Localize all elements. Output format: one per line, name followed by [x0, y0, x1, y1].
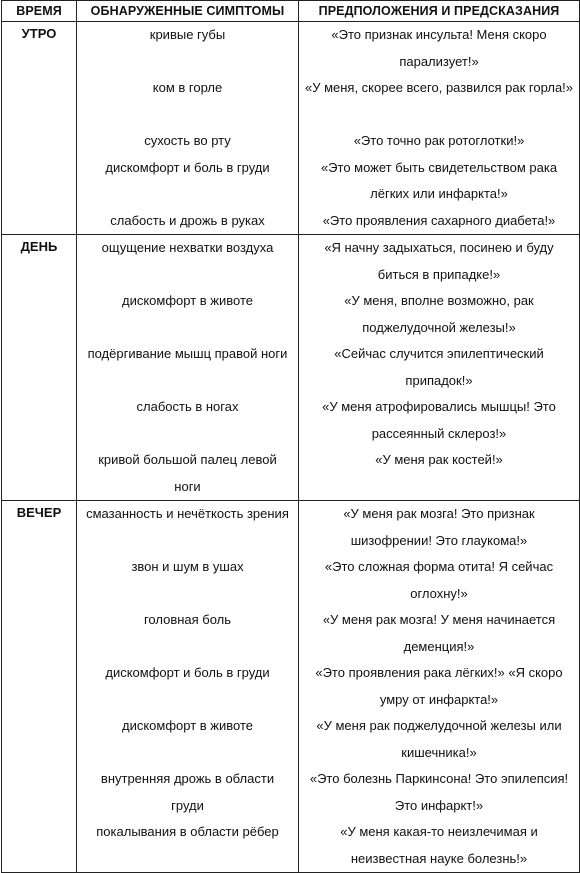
symptom-item	[77, 501, 298, 554]
period-cell-day	[2, 235, 77, 501]
prediction-item	[299, 208, 579, 235]
prediction-item	[299, 128, 579, 155]
predictions-cell-evening	[299, 501, 580, 873]
header-symptoms	[77, 1, 299, 22]
prediction-text: «У меня рак поджелудочной железы или кишечника!»	[316, 718, 562, 760]
symptoms-cell-day	[77, 235, 299, 501]
header-symptoms-label: ОБНАРУЖЕННЫЕ СИМПТОМЫ	[90, 4, 285, 18]
symptom-item	[77, 713, 298, 766]
symptom-item	[77, 22, 298, 75]
prediction-text: «Я начну задыхаться, посинею и буду биться в припадке!»	[324, 240, 554, 282]
prediction-text: «Это проявления сахарного диабета!»	[322, 212, 556, 228]
period-row-morning	[2, 22, 580, 235]
symptom-item	[77, 288, 298, 341]
symptom-text: дискомфорт и боль в груди	[105, 665, 270, 680]
symptom-item	[77, 208, 298, 235]
symptom-item	[77, 128, 298, 155]
symptom-text: головная боль	[143, 612, 232, 627]
symptom-text: кривые губы	[149, 27, 226, 42]
symptom-item	[77, 155, 298, 208]
header-time	[2, 1, 77, 22]
prediction-item	[299, 447, 579, 500]
prediction-text: «У меня рак мозга! У меня начинается деменция!»	[322, 612, 556, 654]
prediction-text: «Это может быть свидетельством рака лёгких или инфаркта!»	[320, 159, 558, 201]
prediction-item	[299, 155, 579, 208]
symptom-text: слабость в ногах	[136, 399, 239, 414]
symptom-text: сухость во рту	[144, 133, 231, 148]
symptom-item	[77, 819, 298, 872]
symptom-text: звон и шум в ушах	[131, 559, 244, 574]
prediction-item	[299, 660, 579, 713]
period-label-evening: ВЕЧЕР	[16, 505, 62, 520]
prediction-text: «У меня, вполне возможно, рак поджелудочной железы!»	[344, 293, 534, 335]
symptom-item	[77, 607, 298, 660]
prediction-text: «У меня, скорее всего, развился рак горла!»	[304, 80, 574, 95]
symptom-text: внутренняя дрожь в области груди	[100, 771, 275, 813]
symptom-item	[77, 660, 298, 713]
symptom-item	[77, 75, 298, 128]
period-cell-evening	[2, 501, 77, 873]
symptom-text: дискомфорт в животе	[121, 718, 253, 733]
header-row	[2, 1, 580, 22]
symptom-text: дискомфорт и боль в груди	[105, 159, 270, 175]
prediction-text: «Это проявления рака лёгких!» «Я скоро умру от инфаркта!»	[315, 665, 563, 707]
header-predictions-label: ПРЕДПОЛОЖЕНИЯ И ПРЕДСКАЗАНИЯ	[318, 4, 560, 18]
prediction-item	[299, 22, 579, 75]
prediction-text: «У меня рак костей!»	[375, 452, 503, 467]
symptom-item	[77, 554, 298, 607]
symptom-text: покалывания в области рёбер	[96, 824, 279, 839]
prediction-item	[299, 288, 579, 341]
prediction-item	[299, 766, 579, 819]
predictions-cell-morning	[299, 22, 580, 235]
symptom-text: ощущение нехватки воздуха	[101, 240, 274, 255]
prediction-item	[299, 341, 579, 394]
symptom-text: подёргивание мышц правой ноги	[87, 346, 288, 361]
symptoms-table	[1, 0, 580, 873]
prediction-item	[299, 235, 579, 288]
symptoms-cell-evening	[77, 501, 299, 873]
prediction-text: «Это точно рак ротоглотки!»	[353, 133, 525, 148]
header-time-label: ВРЕМЯ	[16, 4, 62, 18]
table-header	[2, 1, 580, 22]
symptom-item	[77, 394, 298, 447]
period-cell-morning	[2, 22, 77, 235]
prediction-text: «У меня рак мозга! Это признак шизофрении! Это глаукома!»	[343, 506, 535, 548]
symptom-item	[77, 766, 298, 819]
prediction-text: «У меня какая-то неизлечимая и неизвестная науке болезнь!»	[340, 824, 538, 866]
period-row-day	[2, 235, 580, 501]
period-row-evening	[2, 501, 580, 873]
prediction-text: «Это признак инсульта! Меня скоро парализует!»	[331, 27, 547, 69]
period-label-day: ДЕНЬ	[20, 239, 58, 254]
predictions-cell-day	[299, 235, 580, 501]
symptoms-cell-morning	[77, 22, 299, 235]
symptom-text: кривой большой палец левой ноги	[98, 452, 277, 494]
prediction-text: «Сейчас случится эпилептический припадок!»	[334, 346, 544, 388]
symptom-item	[77, 447, 298, 500]
prediction-item	[299, 501, 579, 554]
prediction-item	[299, 394, 579, 447]
header-predictions	[299, 1, 580, 22]
period-label-morning: УТРО	[21, 26, 57, 41]
symptom-text: слабость и дрожь в руках	[110, 212, 265, 228]
prediction-item	[299, 75, 579, 128]
prediction-text: «Это болезнь Паркинсона! Это эпилепсия! Это инфаркт!»	[309, 771, 569, 813]
prediction-item	[299, 554, 579, 607]
symptom-item	[77, 341, 298, 394]
symptom-text: дискомфорт в животе	[121, 293, 253, 308]
prediction-text: «У меня атрофировались мышцы! Это рассеянный склероз!»	[322, 399, 556, 441]
symptom-text: ком в горле	[152, 80, 223, 95]
symptom-text: смазанность и нечёткость зрения	[86, 506, 289, 521]
prediction-item	[299, 819, 579, 872]
table-body	[2, 22, 580, 873]
prediction-text: «Это сложная форма отита! Я сейчас оглохну!»	[324, 559, 554, 601]
prediction-item	[299, 713, 579, 766]
symptom-item	[77, 235, 298, 288]
prediction-item	[299, 607, 579, 660]
